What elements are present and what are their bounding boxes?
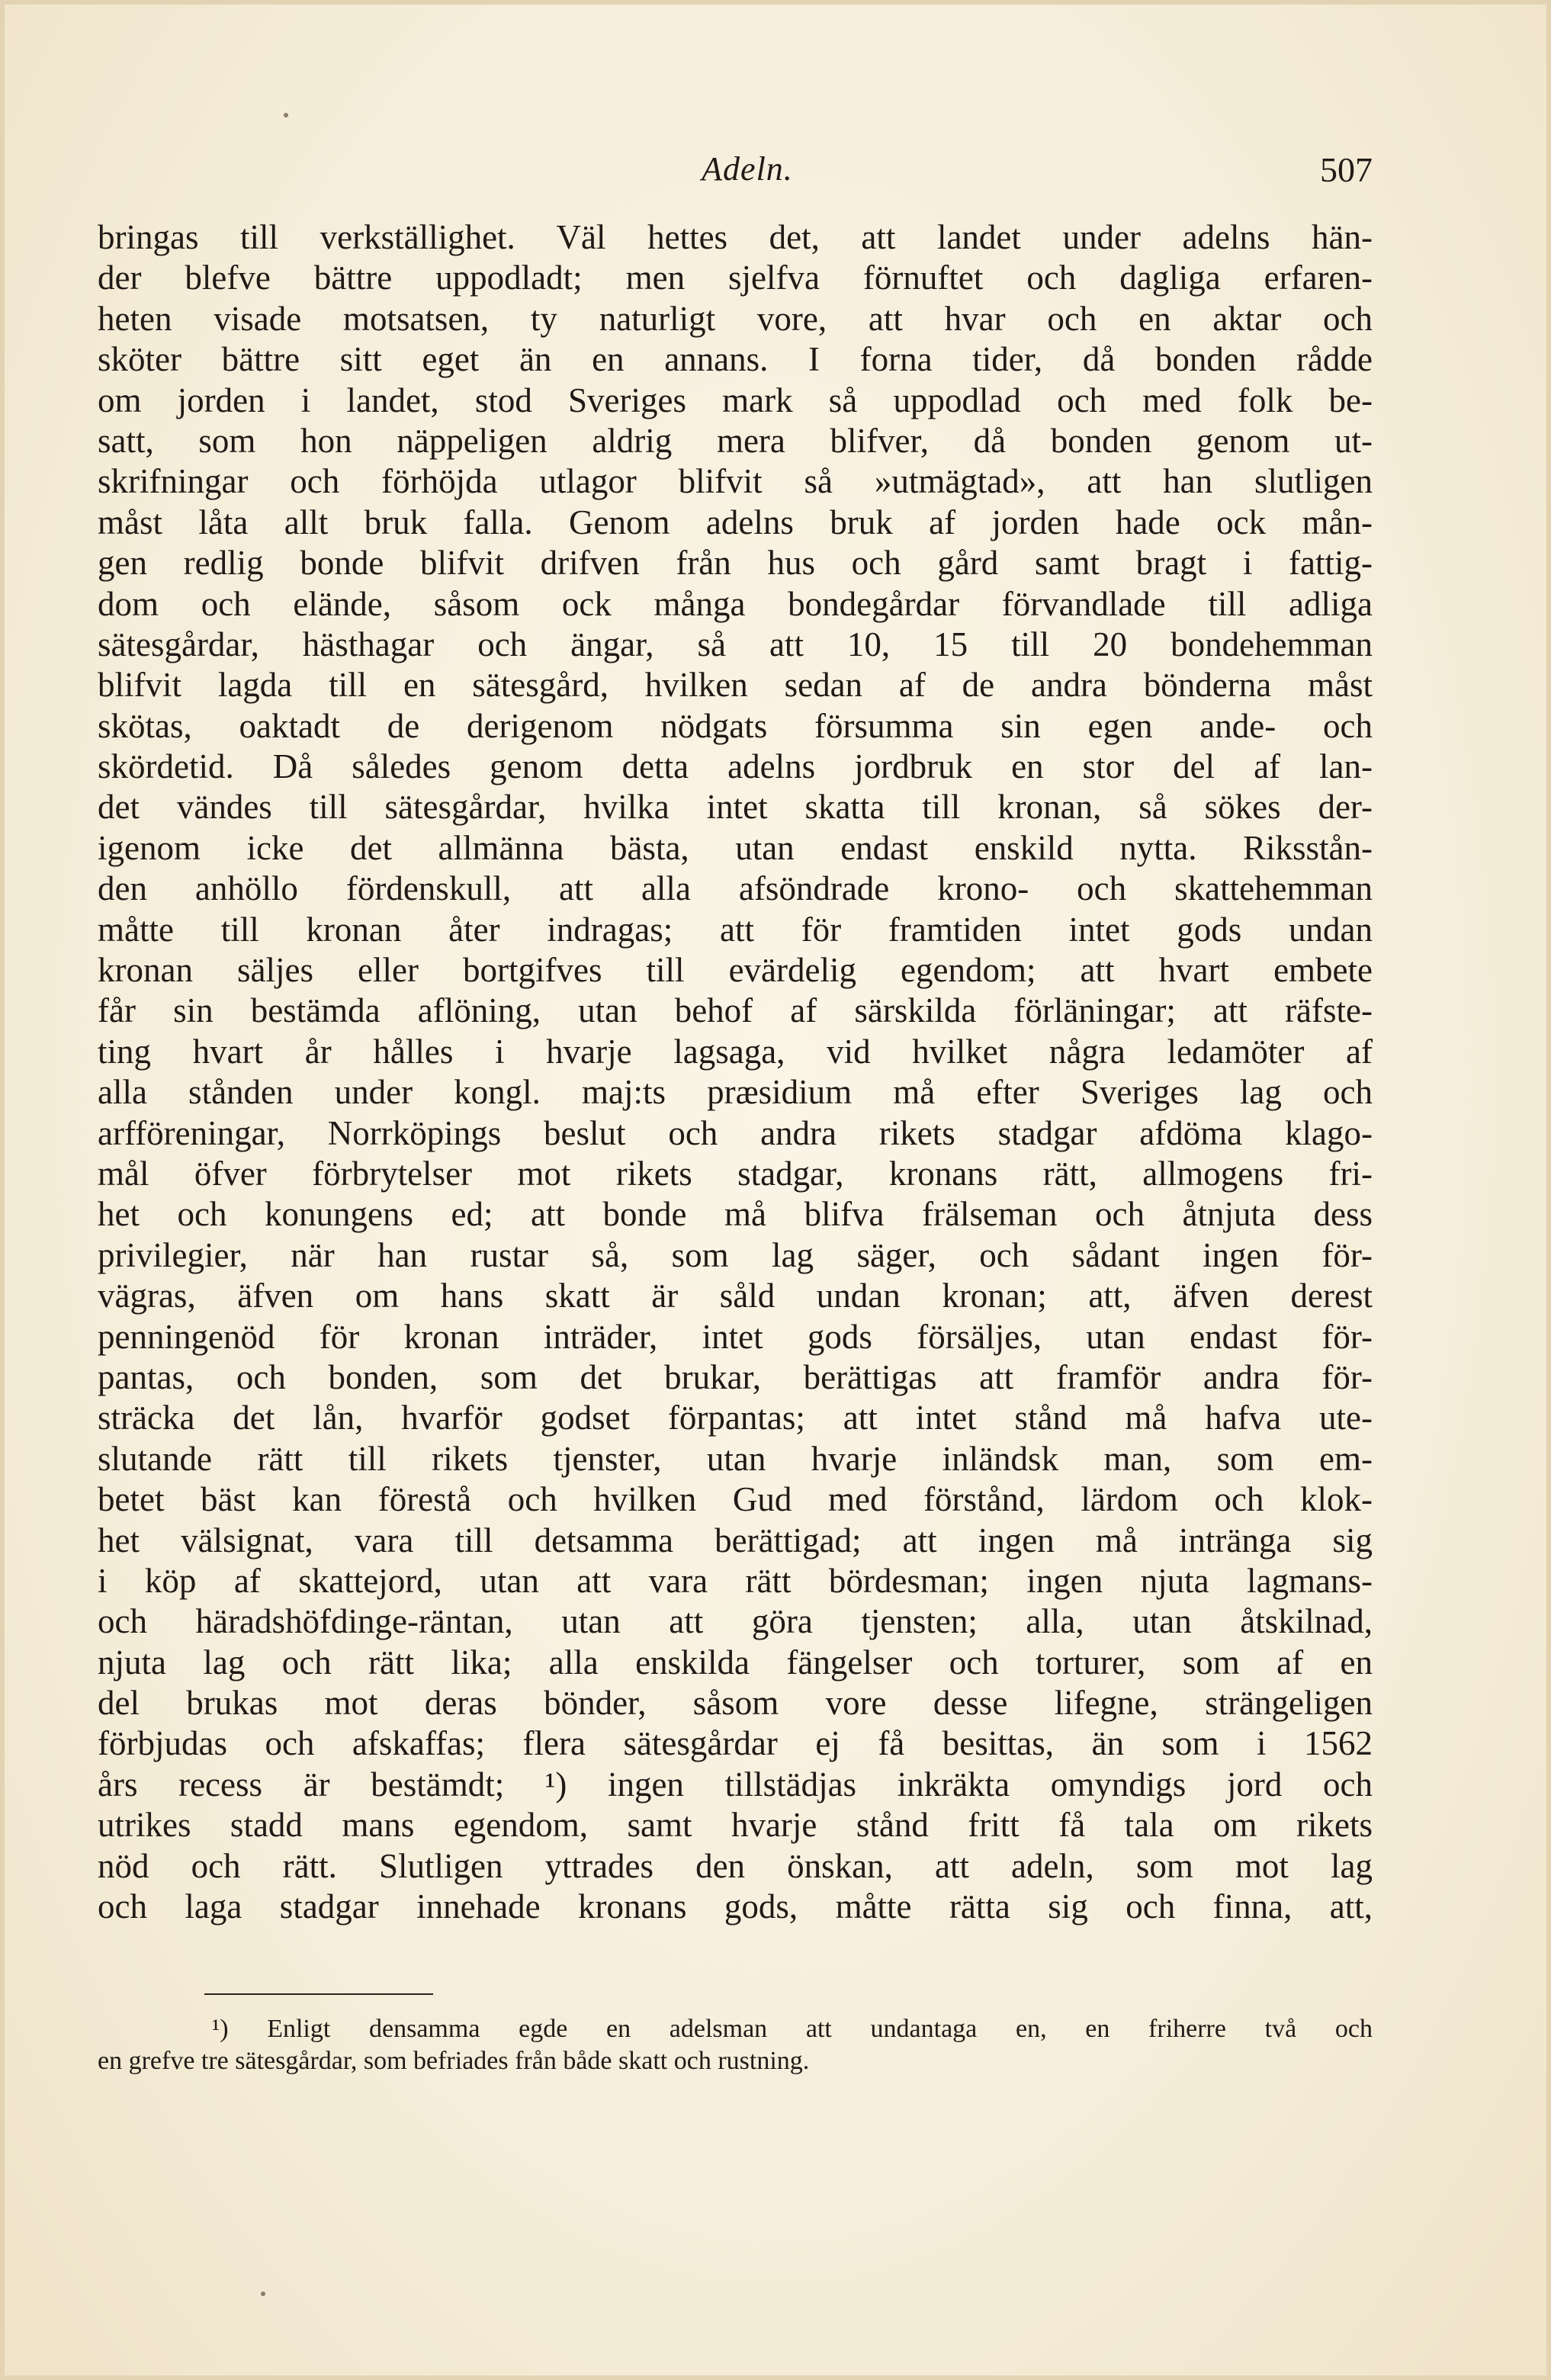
text-line: slutande rätt till rikets tjenster, utan hvarje inländsk man, som em- bbox=[98, 1439, 1373, 1478]
footnote-line: ¹) Enligt densamma egde en adelsman att undantaga en, en friherre två och bbox=[212, 2015, 1373, 2043]
text-line: heten visade motsatsen, ty naturligt vore, att hvar och en aktar och bbox=[98, 299, 1373, 338]
text-line: njuta lag och rätt lika; alla enskilda fängelser och torturer, som af en bbox=[98, 1643, 1373, 1681]
body-text bbox=[98, 217, 1373, 1927]
text-line: der blefve bättre uppodladt; men sjelfva förnuftet och dagliga erfaren- bbox=[98, 259, 1373, 297]
text-line: och laga stadgar innehade kronans gods, måtte rätta sig och finna, att, bbox=[98, 1887, 1373, 1926]
text-line: måtte till kronan åter indragas; att för framtiden intet gods undan bbox=[98, 910, 1373, 949]
text-line: het välsignat, vara till detsamma berättigad; att ingen må intränga sig bbox=[98, 1521, 1373, 1559]
text-line: gen redlig bonde blifvit drifven från hus och gård samt bragt i fattig- bbox=[98, 544, 1373, 583]
text-line: den anhöllo fördenskull, att alla afsöndrade krono- och skattehemman bbox=[98, 869, 1373, 908]
text-line: arfföreningar, Norrköpings beslut och andra rikets stadgar afdöma klago- bbox=[98, 1113, 1373, 1152]
text-line: pantas, och bonden, som det brukar, berättigas att framför andra för- bbox=[98, 1357, 1373, 1396]
text-line: nöd och rätt. Slutligen yttrades den önskan, att adeln, som mot lag bbox=[98, 1846, 1373, 1885]
text-line: igenom icke det allmänna bästa, utan endast enskild nytta. Riksstån- bbox=[98, 828, 1373, 867]
text-line: del brukas mot deras bönder, såsom vore desse lifegne, strängeligen bbox=[98, 1684, 1373, 1723]
text-line: måst låta allt bruk falla. Genom adelns bruk af jorden hade ock mån- bbox=[98, 503, 1373, 541]
text-line: förbjudas och afskaffas; flera sätesgårdar ej få besittas, än som i 1562 bbox=[98, 1724, 1373, 1763]
page-number: 507 bbox=[1320, 150, 1373, 189]
text-line: och häradshöfdinge-räntan, utan att göra tjensten; alla, utan åtskilnad, bbox=[98, 1602, 1373, 1641]
text-line: års recess är bestämdt; ¹) ingen tillstädjas inkräkta omyndigs jord och bbox=[98, 1765, 1373, 1803]
text-line: i köp af skattejord, utan att vara rätt bördesman; ingen njuta lagmans- bbox=[98, 1561, 1373, 1600]
text-line: sträcka det lån, hvarför godset förpantas; att intet stånd må hafva ute- bbox=[98, 1399, 1373, 1437]
text-line: ting hvart år hålles i hvarje lagsaga, vid hvilket några ledamöter af bbox=[98, 1032, 1373, 1071]
text-line: mål öfver förbrytelser mot rikets stadgar, kronans rätt, allmogens fri- bbox=[98, 1154, 1373, 1193]
text-line: det vändes till sätesgårdar, hvilka intet skatta till kronan, så sökes der- bbox=[98, 788, 1373, 827]
text-line: dom och elände, såsom ock många bondegårdar förvandlade till adliga bbox=[98, 584, 1373, 623]
running-head bbox=[122, 149, 1373, 195]
footnotes bbox=[98, 2013, 1373, 2077]
text-line: vägras, äfven om hans skatt är såld undan kronan; att, äfven derest bbox=[98, 1277, 1373, 1315]
text-line: bringas till verkställighet. Väl hettes det, att landet under adelns hän- bbox=[98, 218, 1373, 256]
text-line: betet bäst kan förestå och hvilken Gud med förstånd, lärdom och klok- bbox=[98, 1480, 1373, 1519]
text-line: sätesgårdar, hästhagar och ängar, så att 10, 15 till 20 bondehemman bbox=[98, 625, 1373, 663]
print-speck bbox=[284, 113, 288, 117]
text-line: skrifningar och förhöjda utlagor blifvit så »utmägtad», att han slutligen bbox=[98, 462, 1373, 501]
text-line: får sin bestämda aflöning, utan behof af särskilda förläningar; att räfste- bbox=[98, 991, 1373, 1030]
print-speck bbox=[261, 2292, 265, 2296]
text-line: alla stånden under kongl. maj:ts præsidium må efter Sveriges lag och bbox=[98, 1073, 1373, 1112]
text-line: kronan säljes eller bortgifves till evärdelig egendom; att hvart embete bbox=[98, 951, 1373, 990]
text-line: skördetid. Då således genom detta adelns jordbruk en stor del af lan- bbox=[98, 747, 1373, 786]
text-line: blifvit lagda till en sätesgård, hvilken sedan af de andra bönderna måst bbox=[98, 666, 1373, 705]
text-line: sköter bättre sitt eget än en annans. I forna tider, då bonden rådde bbox=[98, 340, 1373, 379]
text-line: skötas, oaktadt de derigenom nödgats försumma sin egen ande- och bbox=[98, 706, 1373, 745]
footnote-divider bbox=[204, 1993, 433, 1995]
text-line: penningenöd för kronan inträder, intet gods försäljes, utan endast för- bbox=[98, 1317, 1373, 1356]
text-line: om jorden i landet, stod Sveriges mark så uppodlad och med folk be- bbox=[98, 381, 1373, 419]
text-line: het och konungens ed; att bonde må blifva frälseman och åtnjuta dess bbox=[98, 1195, 1373, 1234]
footnote-line: en grefve tre sätesgårdar, som befriades från både skatt och rustning. bbox=[98, 2047, 810, 2075]
text-line: satt, som hon näppeligen aldrig mera blifver, då bonden genom ut- bbox=[98, 421, 1373, 460]
text-line: privilegier, när han rustar så, som lag säger, och sådant ingen för- bbox=[98, 1235, 1373, 1274]
running-head-title: Adeln. bbox=[702, 150, 793, 188]
text-line: utrikes stadd mans egendom, samt hvarje stånd fritt få tala om rikets bbox=[98, 1806, 1373, 1845]
